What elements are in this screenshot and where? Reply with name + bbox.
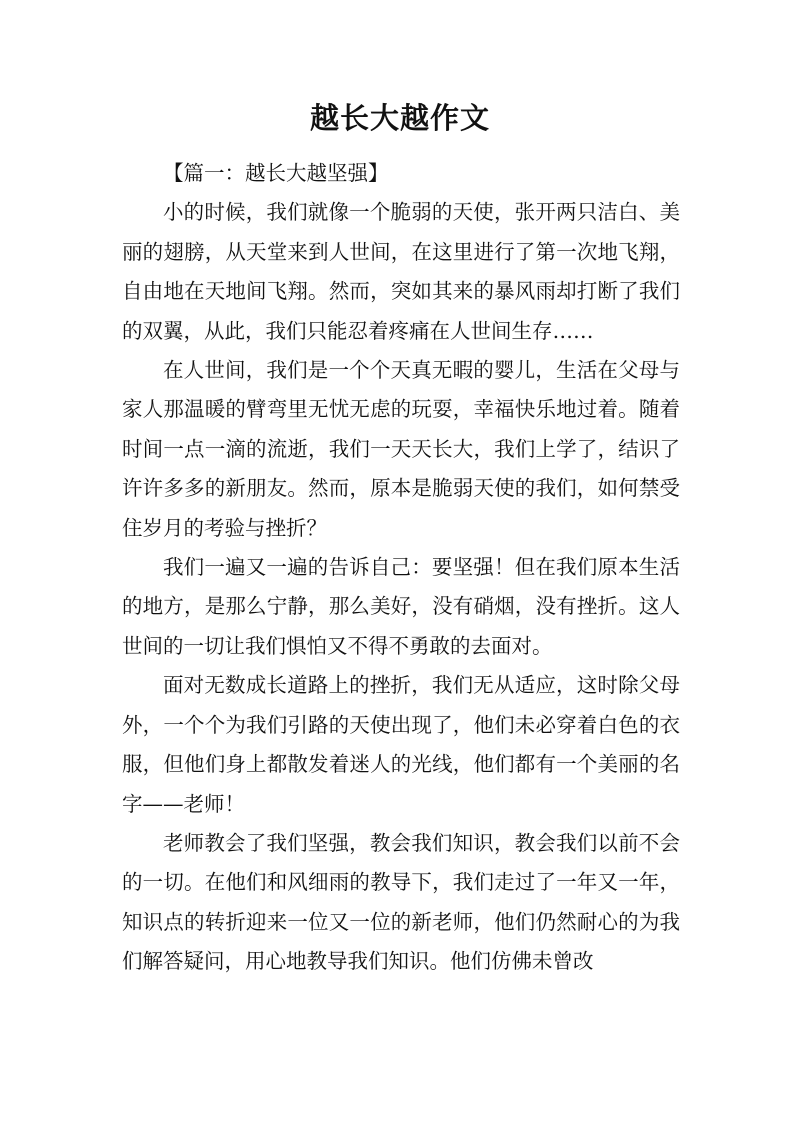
paragraph: 小的时候，我们就像一个脆弱的天使，张开两只洁白、美丽的翅膀，从天堂来到人世间，在这里进行了第一次地飞翔，自由地在天地间飞翔。然而，突如其来的暴风雨却打断了我们的双翼，从此，我们只能忍着疼痛在人世间生存…… [122,200,680,343]
document-body [122,154,680,982]
section-heading: 【篇一：越长大越坚强】 [163,161,389,185]
document-title: 越长大越作文 [309,101,490,135]
paragraph: 面对无数成长道路上的挫折，我们无从适应，这时除父母外，一个个为我们引路的天使出现了，他们未必穿着白色的衣服，但他们身上都散发着迷人的光线，他们都有一个美丽的名字——老师！ [122,673,680,816]
paragraph: 老师教会了我们坚强，教会我们知识，教会我们以前不会的一切。在他们和风细雨的教导下，我们走过了一年又一年，知识点的转折迎来一位又一位的新老师，他们仍然耐心的为我们解答疑问，用心地教导我们知识。他们仿佛未曾改 [122,830,680,974]
paragraph: 我们一遍又一遍的告诉自己：要坚强！但在我们原本生活的地方，是那么宁静，那么美好，没有硝烟，没有挫折。这人世间的一切让我们惧怕又不得不勇敢的去面对。 [122,555,680,658]
paragraph: 在人世间，我们是一个个天真无暇的婴儿，生活在父母与家人那温暖的臂弯里无忧无虑的玩耍，幸福快乐地过着。随着时间一点一滴的流逝，我们一天天长大，我们上学了，结识了许许多多的新朋友。然而，原本是脆弱天使的我们，如何禁受住岁月的考验与挫折？ [122,358,680,540]
